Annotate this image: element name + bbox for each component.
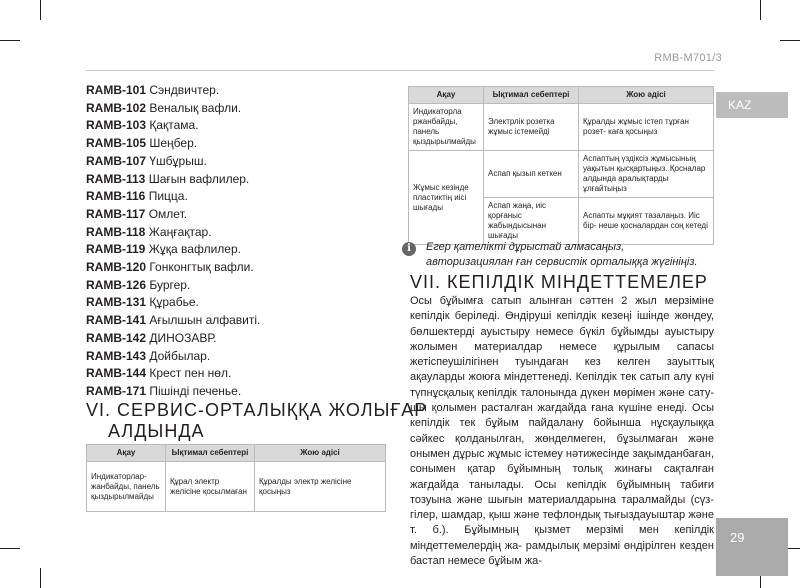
list-item: RAMB-144 Крест пен нөл. [86, 366, 232, 381]
list-item: RAMB-105 Шеңбер. [86, 136, 198, 151]
table-cell: Жұмыс кезінде пластиктің иісі шығады [409, 151, 484, 245]
doc-code: RMB-M701/3 [654, 52, 722, 64]
section-6-title: VI. СЕРВИС-ОРТАЛЫҚҚА ЖОЛЫҒАР АЛДЫНДА [86, 400, 428, 441]
section-7-title: VII. КЕПІЛДІК МІНДЕТТЕМЕЛЕР [410, 272, 708, 292]
table-header: Ықтимал себептері [484, 87, 579, 104]
list-item: RAMB-171 Пішінді печенье. [86, 383, 242, 398]
info-icon: i [402, 242, 416, 256]
table-header: Ақау [409, 87, 484, 104]
header-divider [86, 70, 714, 71]
table-cell: Аспап қызып кеткен [484, 151, 579, 198]
list-item: RAMB-143 Дойбылар. [86, 348, 211, 363]
list-item: RAMB-131 Құрабье. [86, 295, 199, 310]
list-item: RAMB-142 ДИНОЗАВР. [86, 330, 217, 345]
list-item: RAMB-116 Пицца. [86, 189, 188, 204]
table-cell: Құрал электр желісіне қосылмаған [166, 462, 255, 512]
warranty-text: Осы бұйымға сатып алынған сәттен 2 жыл мерзіміне кепілдік беріледі. Өндіруші кепілдік кезеңі ішінде жөндеу, бөлшектерді ауыстыру немесе бүкіл бұйымды ауыстыру жолымен материалдар немесе құрылым сапасы жетіспеушілігінен туындаған кез келген зауыттық ақауларды жоюға міндеттенеді. Кепілдік тек сатып алу күні түпнұсқалық кепілдік талонында дүкен мөрімен және сату- шы қолымен расталған жағдайда ғана күшіне енеді. Осы кепілдік тек бұйым пайдалану бойынша нұсқаулыққа сәйкес қолданылған, жөнделмеген, бұзылмаған және онымен дұрыс жұмыс істемеу нәтижесінде зақымданбаған, сонымен қатар бұйымның толық жинағы сақталған жағдайда танылады. Осы кепілдік бұйымның табиғи тозуына және шығын материалдарына таралмайды (сүз- гілер, шамдар, қыш және тефлондық тығыздауыштар және т. б.). Бұйымның қызмет мерзімі мен кепілдік міндеттемелердің жа- рамдылық мерзімі өндірілген кезден бастап немесе бұйым жа- [410, 295, 714, 568]
table-cell: Аспап жаңа, иіс қорғаныс жабындысынан шығады [484, 198, 579, 245]
troubleshooting-table-top [408, 86, 714, 245]
table-header: Жою әдісі [579, 87, 714, 104]
list-item: RAMB-101 Сэндвичтер. [86, 83, 220, 97]
list-item: RAMB-113 Шағын вафлилер. [86, 171, 250, 186]
crop-mark [760, 0, 761, 20]
list-item: RAMB-119 Жұқа вафлилер. [86, 242, 241, 257]
table-cell: Аспаптың үздіксіз жұмысының уақытын қысқартыңыз. Қосналар алдында аралықтарды ұлғайтыңыз [579, 151, 714, 198]
list-item: RAMB-126 Бургер. [86, 277, 191, 292]
crop-mark [40, 0, 41, 20]
model-list [86, 82, 386, 401]
list-item: RAMB-117 Омлет. [86, 206, 188, 221]
table-cell: Электрлік розетка жұмыс істемейді [484, 104, 579, 151]
crop-mark [780, 40, 800, 41]
table-cell: Индикаторла ржанбайды, панель қыздырылмайды [409, 104, 484, 151]
list-item: RAMB-118 Жаңғақтар. [86, 224, 212, 239]
list-item: RAMB-102 Веналық вафли. [86, 100, 242, 115]
troubleshooting-table-bottom [86, 444, 386, 512]
note-text: Егер қателікті дұрыстай алмасаңыз, авторизациялан ған сервистік орталыққа жүгініңіз. [426, 241, 698, 268]
table-header: Ықтимал себептері [166, 445, 255, 462]
list-item: RAMB-141 Ағылшын алфавиті. [86, 313, 261, 328]
crop-mark [0, 548, 20, 549]
table-cell: Аспапты мұқият тазалаңыз. Иіс бір- неше қосналардан соң кетеді [579, 198, 714, 245]
crop-mark [40, 568, 41, 588]
language-tab: KAZ [716, 92, 788, 118]
page-number: 29 [716, 518, 788, 576]
crop-mark [0, 40, 20, 41]
list-item: RAMB-120 Гонконгтық вафли. [86, 260, 254, 275]
table-header: Ақау [87, 445, 166, 462]
list-item: RAMB-107 Үшбұрыш. [86, 153, 207, 168]
list-item: RAMB-103 Қақтама. [86, 118, 199, 133]
table-header: Жою әдісі [255, 445, 386, 462]
info-note [402, 240, 714, 270]
table-cell: Құралды жұмыс істеп тұрған розет- каға қосыңыз [579, 104, 714, 151]
table-cell: Құралды электр желісіне қосыңыз [255, 462, 386, 512]
table-cell: Индикаторлар- жанбайды, панель қыздырылмайды [87, 462, 166, 512]
